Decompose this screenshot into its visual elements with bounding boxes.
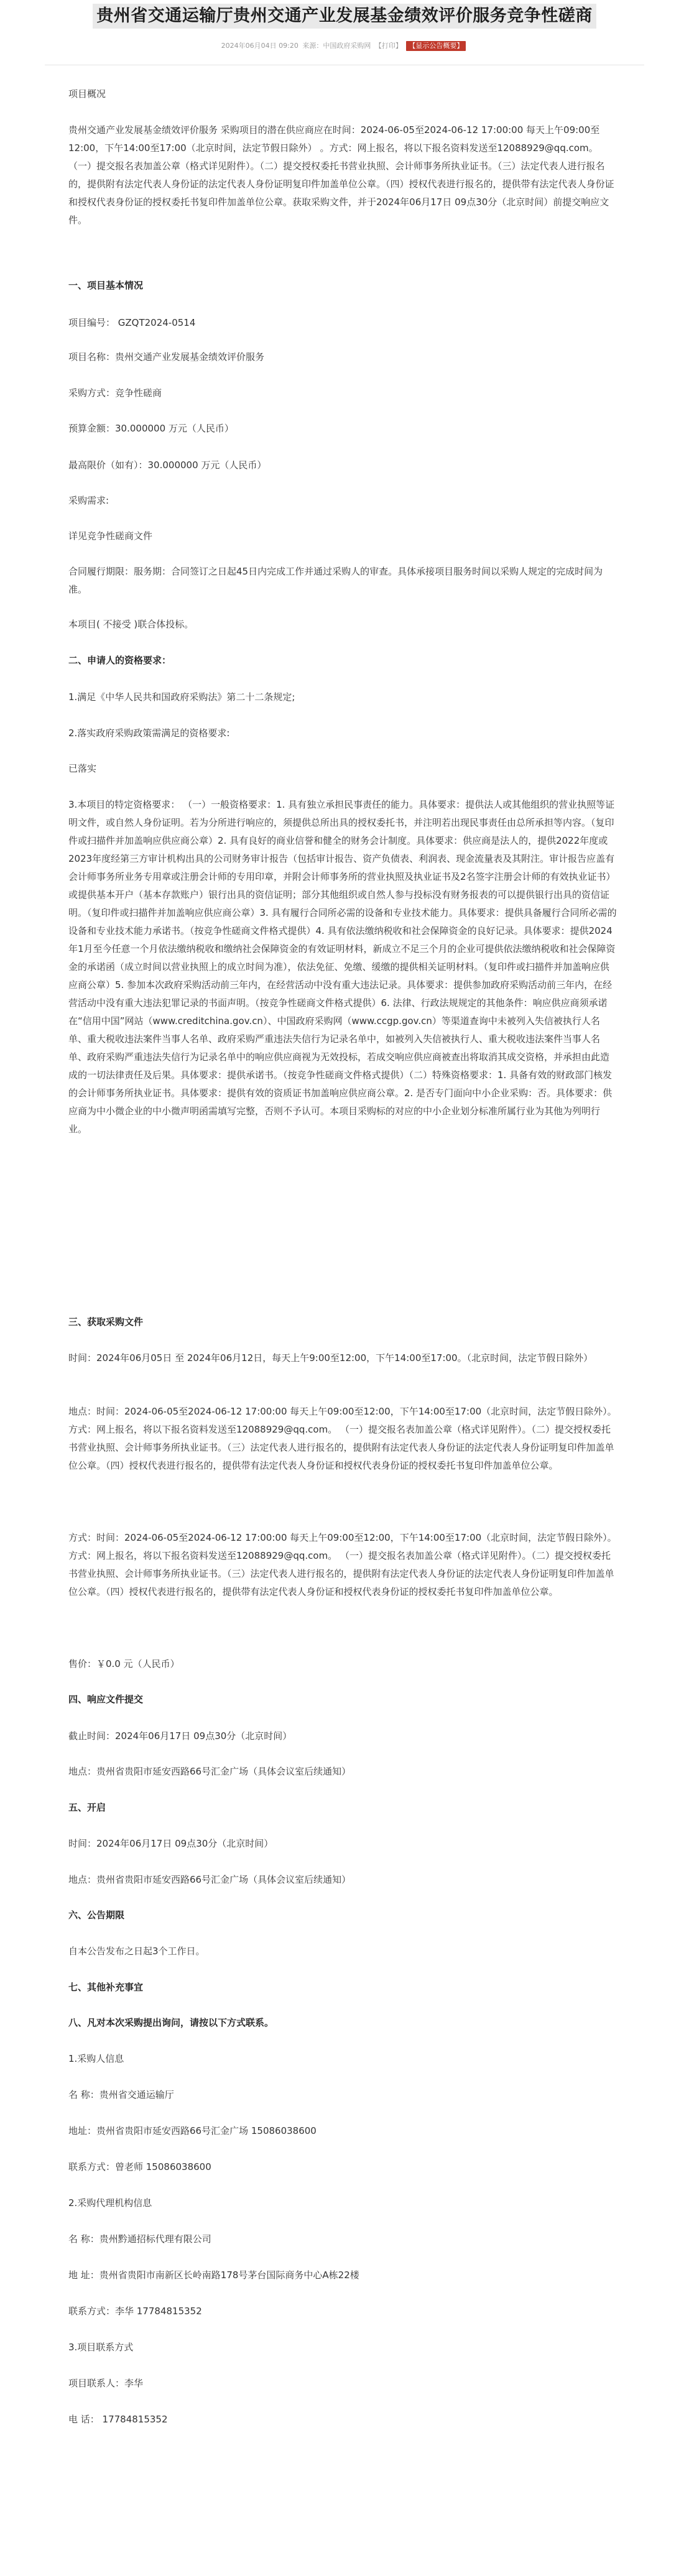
section-5-heading: 五、开启 (68, 1802, 106, 1813)
purchaser-name: 名 称：贵州省交通运输厅 (68, 2089, 174, 2100)
project-contact-person: 项目联系人：李华 (68, 2378, 144, 2389)
intro-heading: 项目概况 (68, 88, 106, 99)
title-block (0, 0, 689, 29)
notice-period: 自本公告发布之日起3个工作日。 (68, 1946, 205, 1957)
section-6-heading: 六、公告期限 (68, 1909, 125, 1921)
meta-line (0, 41, 689, 51)
section-2-heading: 二、申请人的资格要求： (68, 655, 172, 666)
purchaser-info-label: 1.采购人信息 (68, 2053, 124, 2064)
purchaser-contact: 联系方式：曾老师 15086038600 (68, 2161, 211, 2172)
max-price: 最高限价（如有）：30.000000 万元（人民币） (68, 459, 267, 471)
agency-contact: 联系方式：李华 17784815352 (68, 2306, 202, 2317)
section-1-heading: 一、项目基本情况 (68, 280, 144, 291)
project-name: 项目名称：贵州交通产业发展基金绩效评价服务 (68, 351, 265, 362)
print-link[interactable]: 【打印】 (374, 42, 402, 50)
intro-text: 贵州交通产业发展基金绩效评价服务 采购项目的潜在供应商应在时间：2024-06-05至2024-06-12 17:00:00 每天上午09:00至12:00，下午14:00至17:00（北京时间，法定节假日除外） 。方式：网上报名，将以下报名资料发送至12088929@qq.com。 （一）提交报名表加盖公章（格式详见附件）。（二）提交授权委托书营业执照、会计师事务所执业证书。（三）法定代表人进行报名的，提供附有法定代表人身份证的法定代表人身份证明复印件加盖单位公章。（四）授权代表进行报名的，提供带有法定代表人身份证和授权代表身份证的授权委托书复印件加盖单位公章。获取采购文件，并于2024年06月17日 09点30分（北京时间）前提交响应文件。 (68, 124, 614, 226)
agency-name: 名 称：贵州黔通招标代理有限公司 (68, 2233, 211, 2245)
requirement-1: 1.满足《中华人民共和国政府采购法》第二十二条规定; (68, 691, 295, 703)
obtain-time: 时间：2024年06月05日 至 2024年06月12日，每天上午9:00至12:00，下午14:00至17:00。（北京时间，法定节假日除外） (68, 1352, 593, 1364)
project-number: 项目编号： GZQT2024-0514 (68, 317, 196, 328)
submit-place: 地点：贵州省贵阳市延安西路66号汇金广场（具体会议室后续通知） (68, 1766, 351, 1777)
submit-deadline: 截止时间：2024年06月17日 09点30分（北京时间） (68, 1730, 292, 1742)
section-4-heading: 四、响应文件提交 (68, 1694, 144, 1705)
page-title: 贵州省交通运输厅贵州交通产业发展基金绩效评价服务竞争性磋商 (93, 4, 596, 29)
section-8-heading: 八、凡对本次采购提出询问，请按以下方式联系。 (68, 2017, 274, 2028)
project-contact-phone: 电 话： 17784815352 (68, 2414, 168, 2425)
section-7-heading: 七、其他补充事宜 (68, 1982, 144, 1993)
obtain-place: 地点：时间：2024-06-05至2024-06-12 17:00:00 每天上午09:00至12:00，下午14:00至17:00（北京时间，法定节假日除外）。方式：网上报名，将以下报名资料发送至12088929@qq.com。 （一）提交报名表加盖公章（格式详见附件）。（二）提交授权委托书营业执照、会计师事务所执业证书。（三）法定代表人进行报名的，提供附有法定代表人身份证的法定代表人身份证明复印件加盖单位公章。（四）授权代表进行报名的，提供带有法定代表人身份证和授权代表身份证的授权委托书复印件加盖单位公章。 (68, 1406, 617, 1471)
contract-period: 合同履行期限：服务期：合同签订之日起45日内完成工作并通过采购人的审查。具体承接项目服务时间以采购人规定的完成时间为准。 (68, 566, 603, 595)
budget: 预算金额：30.000000 万元（人民币） (68, 423, 234, 434)
document-price: 售价：￥0.0 元（人民币） (68, 1658, 180, 1669)
obtain-way: 方式：时间：2024-06-05至2024-06-12 17:00:00 每天上午09:00至12:00，下午14:00至17:00（北京时间，法定节假日除外）。方式：网上报名，将以下报名资料发送至12088929@qq.com。 （一）提交报名表加盖公章（格式详见附件）。（二）提交授权委托书营业执照、会计师事务所执业证书。（三）法定代表人进行报名的，提供附有法定代表人身份证的法定代表人身份证明复印件加盖单位公章。（四）授权代表进行报名的，提供带有法定代表人身份证和授权代表身份证的授权委托书复印件加盖单位公章。 (68, 1532, 617, 1597)
requirement-3: 3.本项目的特定资格要求： （一）一般资格要求：1. 具有独立承担民事责任的能力。具体要求：提供法人或其他组织的营业执照等证明文件，或自然人身份证明。若为分所进行响应的，须提供总所出具的授权委托书，并注明若出现民事责任由总所承担等内容。（复印件或扫描件并加盖响应供应商公章）2. 具有良好的商业信誉和健全的财务会计制度。具体要求：供应商是法人的，提供2022年度或2023年度经第三方审计机构出具的公司财务审计报告（包括审计报告、资产负债表、利润表、现金流量表及其附注。审计报告应盖有会计师事务所业务专用章或注册会计师的专用印章，并附会计师事务所的营业执照及执业证书及2名签字注册会计师的有效执业证书）或提供基本开户（基本存款账户）银行出具的资信证明；部分其他组织或自然人参与投标没有财务报表的可以提供银行出具的资信证明。（复印件或扫描件并加盖响应供应商公章）3. 具有履行合同所必需的设备和专业技术能力。具体要求：提供具备履行合同所必需的设备和专业技术能力承诺书。（按竞争性磋商文件格式提供）4. 具有依法缴纳税收和社会保障资金的良好记录。具体要求：提供2024年1月至今任意一个月依法缴纳税收和缴纳社会保障资金的有效证明材料，新成立不足三个月的企业可提供依法缴纳税收和社会保障资金的承诺函（成立时间以营业执照上的成立时间为准），依法免征、免缴、缓缴的提供相关证明材料。（复印件或扫描件并加盖响应供应商公章）5. 参加本次政府采购活动前三年内，在经营活动中没有重大违法记录。具体要求：提供参加政府采购活动前三年内，在经营活动中没有重大违法犯罪记录的书面声明。（按竞争性磋商文件格式提供）6. 法律、行政法规规定的其他条件：响应供应商须承诺在“信用中国”网站（www.creditchina.gov.cn）、中国政府采购网（www.ccgp.gov.cn）等渠道查询中未被列入失信被执行人名单、重大税收违法案件当事人名单、政府采购严重违法失信行为记录名单中，如被列入失信被执行人、重大税收违法案件当事人名单、政府采购严重违法失信行为记录名单中的响应供应商视为无效投标，若成交响应供应商被查出将取消其成交资格，并承担由此造成的一切法律责任及后果。具体要求：提供承诺书。（按竞争性磋商文件格式提供）（二）特殊资格要求：1. 具备有效的财政部门核发的会计师事务所执业证书。具体要求：提供有效的资质证书加盖响应供应商公章。2. 是否专门面向中小企业采购：否。具体要求：供应商为中小微企业的中小微声明函需填写完整，否则不予认可。本项目采购标的对应的中小企业划分标准所属行业为其他为列明行业。 (68, 799, 617, 1135)
procurement-method: 采购方式：竞争性磋商 (68, 387, 162, 399)
demand-label: 采购需求: (68, 495, 109, 506)
agency-address: 地 址：贵州省贵阳市南新区长岭南路178号茅台国际商务中心A栋22楼 (68, 2269, 359, 2281)
publish-date: 2024年06月04日 09:20 (221, 42, 298, 50)
requirement-2: 2.落实政府采购政策需满足的资格要求: (68, 727, 230, 739)
section-3-heading: 三、获取采购文件 (68, 1316, 144, 1327)
source: 来源：中国政府采购网 (302, 42, 371, 50)
opening-time: 时间：2024年06月17日 09点30分（北京时间） (68, 1838, 274, 1849)
show-summary-button[interactable]: 【显示公告概要】 (406, 41, 466, 51)
demand-detail: 详见竞争性磋商文件 (68, 530, 153, 542)
agency-info-label: 2.采购代理机构信息 (68, 2197, 152, 2209)
requirement-2-detail: 已落实 (68, 763, 97, 774)
opening-place: 地点：贵州省贵阳市延安西路66号汇金广场（具体会议室后续通知） (68, 1874, 351, 1885)
project-contact-label: 3.项目联系方式 (68, 2342, 134, 2353)
purchaser-address: 地址：贵州省贵阳市延安西路66号汇金广场 15086038600 (68, 2125, 317, 2136)
consortium: 本项目( 不接受 )联合体投标。 (68, 619, 194, 630)
